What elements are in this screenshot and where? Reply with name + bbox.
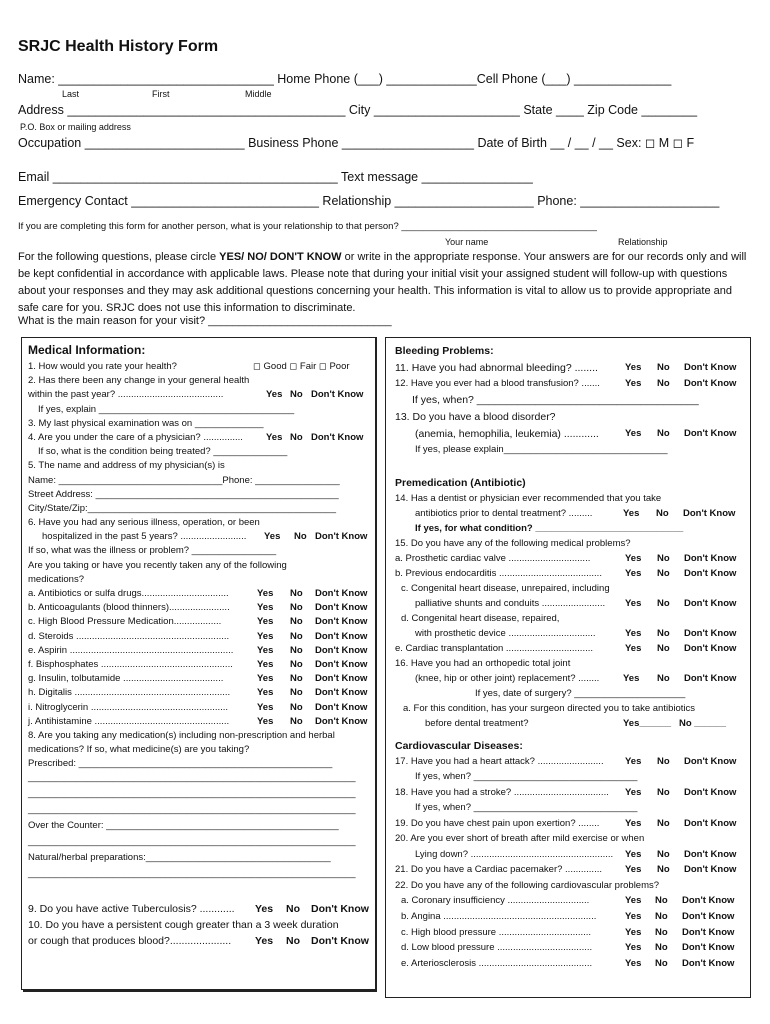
med-c-yes[interactable]: Yes xyxy=(257,616,274,628)
q16a-no[interactable]: No ______ xyxy=(679,718,727,729)
q19-text: 19. Do you have chest pain upon exertion? ........ xyxy=(395,818,600,829)
med-b-yes[interactable]: Yes xyxy=(257,602,274,614)
med-c-no[interactable]: No xyxy=(290,616,303,628)
q20-yes[interactable]: Yes xyxy=(625,849,642,860)
med-d-row xyxy=(28,630,373,644)
q6-text-b: hospitalized in the past 5 years? ......................... xyxy=(42,531,247,543)
med-c-dk[interactable]: Don't Know xyxy=(315,616,368,628)
q22c-row xyxy=(395,926,747,942)
med-g-dk[interactable]: Don't Know xyxy=(315,673,368,685)
q15b-dk[interactable]: Don't Know xyxy=(684,568,737,579)
q20-text: 20. Are you ever short of breath after mild exercise or when xyxy=(395,833,645,844)
q18-yes[interactable]: Yes xyxy=(625,787,642,798)
q22a-yes[interactable]: Yes xyxy=(625,895,642,906)
premed-heading: Premedication (Antibiotic) xyxy=(395,477,526,489)
q6-yes[interactable]: Yes xyxy=(264,531,281,543)
q16-text-b: (knee, hip or other joint) replacement? ........ xyxy=(415,673,600,684)
medical-info-heading: Medical Information: xyxy=(28,343,146,357)
med-e-yes[interactable]: Yes xyxy=(257,644,274,656)
q22d-dk[interactable]: Don't Know xyxy=(682,942,735,954)
q15-text: 15. Do you have any of the following medical problems? xyxy=(395,538,631,549)
med-d-yes[interactable]: Yes xyxy=(257,630,274,642)
intro-paragraph: For the following questions, please circle YES/ NO/ DON'T KNOW or write in the appropriate response. Your answers are for our records only and will be kept confidential in accordance with applicable laws. Please note that during your initial visit your assigned student will follow-up with questions about your responses and they may ask additional questions concerning your health. This information is vital to allow us to provide appropriate and safe care for you. SRJC does not use this information to discriminate. xyxy=(18,251,747,314)
q22c-dk[interactable]: Don't Know xyxy=(682,926,735,938)
q22a-dk[interactable]: Don't Know xyxy=(682,895,735,906)
q22e-no[interactable]: No xyxy=(655,958,668,970)
form-title: SRJC Health History Form xyxy=(18,38,219,55)
med-h-row xyxy=(28,686,373,700)
q22b-text: b. Angina .......................................................... xyxy=(401,910,597,922)
q12-yes[interactable]: Yes xyxy=(625,378,642,389)
med-i-row xyxy=(28,701,373,715)
q18-dk[interactable]: Don't Know xyxy=(684,787,737,798)
tb-section xyxy=(28,901,373,949)
q19-yes[interactable]: Yes xyxy=(625,818,642,829)
q15c-yes[interactable]: Yes xyxy=(625,598,642,609)
q22b-yes[interactable]: Yes xyxy=(625,910,642,922)
med-e-no[interactable]: No xyxy=(290,644,303,656)
q8-text: 8. Are you taking any medication(s) including non-prescription and herbal xyxy=(28,729,335,741)
med-h-text: h. Digitalis ........................................................... xyxy=(28,687,231,699)
q18-text: 18. Have you had a stroke? .................................... xyxy=(395,787,609,798)
q16a-text-b: before dental treatment? xyxy=(425,718,529,729)
q13-yes[interactable]: Yes xyxy=(625,428,642,439)
q18-no[interactable]: No xyxy=(657,787,670,798)
med-j-yes[interactable]: Yes xyxy=(257,715,274,727)
med-g-row xyxy=(28,672,373,686)
q7-text-b: medications? xyxy=(28,573,84,585)
q17-no[interactable]: No xyxy=(657,756,670,767)
q22d-no[interactable]: No xyxy=(655,942,668,954)
q16-date[interactable]: If yes, date of surgery? _____________________ xyxy=(475,688,686,699)
med-h-yes[interactable]: Yes xyxy=(257,687,274,699)
relationship-sub-rel: Relationship xyxy=(618,237,668,247)
name-sub-first: First xyxy=(152,89,170,99)
q2-yes[interactable]: Yes xyxy=(266,389,283,401)
q11-no[interactable]: No xyxy=(657,362,670,373)
q18-when[interactable]: If yes, when? _______________________________ xyxy=(415,802,638,813)
med-b-dk[interactable]: Don't Know xyxy=(315,602,368,614)
q16a-yes[interactable]: Yes______ xyxy=(623,718,672,729)
occupation-line[interactable]: Occupation _______________________ Business Phone ___________________ Date of Birth __ / __ / __ Sex: ◻ M ◻ F xyxy=(18,136,695,150)
q15e-no[interactable]: No xyxy=(657,643,670,654)
med-b-no[interactable]: No xyxy=(290,602,303,614)
med-i-yes[interactable]: Yes xyxy=(257,701,274,713)
med-e-text: e. Aspirin .............................................................. xyxy=(28,644,234,656)
q17-when[interactable]: If yes, when? _______________________________ xyxy=(415,771,638,782)
q15e-dk[interactable]: Don't Know xyxy=(684,643,737,654)
q4-text: 4. Are you under the care of a physician? ............... xyxy=(28,431,243,443)
med-h-no[interactable]: No xyxy=(290,687,303,699)
q21-no[interactable]: No xyxy=(657,864,670,875)
q22b-dk[interactable]: Don't Know xyxy=(682,910,735,922)
med-b-text: b. Anticoagulants (blood thinners)....................... xyxy=(28,602,230,614)
med-c-row xyxy=(28,615,373,629)
q14-condition[interactable]: If yes, for what condition? ____________________________ xyxy=(415,523,684,534)
med-h-dk[interactable]: Don't Know xyxy=(315,687,368,699)
bleeding-heading: Bleeding Problems: xyxy=(395,345,494,357)
q16a-text: a. For this condition, has your surgeon directed you to take antibiotics xyxy=(403,703,696,714)
q22b-row xyxy=(395,910,747,926)
cardio-section xyxy=(395,739,747,973)
q2-explain[interactable]: If yes, explain _____________________________________ xyxy=(38,403,295,415)
q14-text: 14. Has a dentist or physician ever recommended that you take xyxy=(395,493,662,504)
q20-dk[interactable]: Don't Know xyxy=(684,849,737,860)
medical-info-section xyxy=(28,343,373,883)
q22e-text: e. Arteriosclerosis ........................................... xyxy=(401,958,593,970)
q4-condition[interactable]: If so, what is the condition being treated? ______________ xyxy=(38,446,288,458)
q22e-yes[interactable]: Yes xyxy=(625,958,642,970)
q22d-row xyxy=(395,941,747,957)
q13-text-b: (anemia, hemophilia, leukemia) ............ xyxy=(415,428,599,440)
q1-options[interactable]: ◻ Good ◻ Fair ◻ Poor xyxy=(253,361,350,372)
q13-no[interactable]: No xyxy=(657,428,670,439)
q22d-text: d. Low blood pressure .................................... xyxy=(401,942,593,954)
q16-yes[interactable]: Yes xyxy=(623,673,640,684)
q13-text: 13. Do you have a blood disorder? xyxy=(395,411,556,423)
q8-text-b: medications? If so, what medicine(s) are you taking? xyxy=(28,744,250,756)
q11-text: 11. Have you had abnormal bleeding? ........ xyxy=(395,362,598,374)
cardio-problems-list xyxy=(395,894,747,973)
q15b-yes[interactable]: Yes xyxy=(625,568,642,579)
q12-when[interactable]: If yes, when? ______________________________________ xyxy=(412,394,699,406)
q15d-dk[interactable]: Don't Know xyxy=(684,628,737,639)
q5-city[interactable]: City/State/Zip:_______________________________________________ xyxy=(28,502,336,514)
q20-no[interactable]: No xyxy=(657,849,670,860)
med-g-yes[interactable]: Yes xyxy=(257,673,274,685)
q10-dk[interactable]: Don't Know xyxy=(311,935,369,947)
q15b-no[interactable]: No xyxy=(657,568,670,579)
q6-text: 6. Have you had any serious illness, operation, or been xyxy=(28,517,260,529)
q22c-no[interactable]: No xyxy=(655,926,668,938)
relationship-line[interactable]: If you are completing this form for another person, what is your relationship to that person? _____________________________________ xyxy=(18,221,597,232)
q6-illness[interactable]: If so, what was the illness or problem? ________________ xyxy=(28,545,277,557)
med-j-text: j. Antihistamine ................................................... xyxy=(28,715,230,727)
q15c-no[interactable]: No xyxy=(657,598,670,609)
name-sub-last: Last xyxy=(62,89,80,99)
q2-text-b: within the past year? ........................................ xyxy=(28,389,224,401)
q16-text: 16. Have you had an orthopedic total joint xyxy=(395,658,571,669)
premed-section xyxy=(395,476,747,732)
q15e-text: e. Cardiac transplantation ................................. xyxy=(395,643,593,654)
q12-dk[interactable]: Don't Know xyxy=(684,378,737,389)
blank-line[interactable]: ______________________________________________________________ xyxy=(28,868,356,880)
otc-line[interactable]: Over the Counter: ____________________________________________ xyxy=(28,820,339,832)
q9-no[interactable]: No xyxy=(286,903,300,915)
q7-text: Are you taking or have you recently taken any of the following xyxy=(28,559,287,571)
med-a-yes[interactable]: Yes xyxy=(257,588,274,599)
q5-name[interactable]: Name: _______________________________Phone: ________________ xyxy=(28,474,340,486)
med-i-no[interactable]: No xyxy=(290,701,303,713)
med-b-row xyxy=(28,601,373,615)
med-d-text: d. Steroids .......................................................... xyxy=(28,630,230,642)
relationship-sub-name: Your name xyxy=(445,237,489,247)
q22c-yes[interactable]: Yes xyxy=(625,926,642,938)
q10-yes[interactable]: Yes xyxy=(255,935,274,947)
q22-text: 22. Do you have any of the following cardiovascular problems? xyxy=(395,880,660,891)
prescribed-line[interactable]: Prescribed: ________________________________________________ xyxy=(28,758,333,770)
q15d-yes[interactable]: Yes xyxy=(625,628,642,639)
name-line[interactable]: Name: _______________________________ Home Phone (___) _____________Cell Phone (___) ______________ xyxy=(18,72,672,86)
q19-no[interactable]: No xyxy=(657,818,670,829)
emergency-contact-line[interactable]: Emergency Contact ___________________________ Relationship ____________________ Phone: ____________________ xyxy=(18,194,720,208)
q5-text: 5. The name and address of my physician(s) is xyxy=(28,460,225,472)
med-a-text: a. Antibiotics or sulfa drugs................................. xyxy=(28,588,229,599)
med-i-dk[interactable]: Don't Know xyxy=(315,701,368,713)
q1-text: 1. How would you rate your health? xyxy=(28,361,177,372)
q17-text: 17. Have you had a heart attack? ......................... xyxy=(395,756,604,767)
q12-text: 12. Have you ever had a blood transfusion? ....... xyxy=(395,378,600,389)
q3-text[interactable]: 3. My last physical examination was on _____________ xyxy=(28,417,264,429)
q14-text-b: antibiotics prior to dental treatment? ......... xyxy=(415,508,593,519)
q15a-yes[interactable]: Yes xyxy=(625,553,642,564)
q14-no[interactable]: No xyxy=(656,508,669,519)
q9-dk[interactable]: Don't Know xyxy=(311,903,369,915)
q9-text: 9. Do you have active Tuberculosis? ............ xyxy=(28,903,235,915)
q10-no[interactable]: No xyxy=(286,935,300,947)
med-j-row xyxy=(28,715,373,729)
q16-no[interactable]: No xyxy=(657,673,670,684)
blank-line[interactable]: ______________________________________________________________ xyxy=(28,804,356,816)
med-f-row xyxy=(28,658,373,672)
med-g-text: g. Insulin, tolbutamide ...................................... xyxy=(28,673,224,685)
blank-line[interactable]: ______________________________________________________________ xyxy=(28,836,356,848)
q17-yes[interactable]: Yes xyxy=(625,756,642,767)
q15a-no[interactable]: No xyxy=(657,553,670,564)
med-f-dk[interactable]: Don't Know xyxy=(315,658,368,670)
q15a-dk[interactable]: Don't Know xyxy=(684,553,737,564)
med-i-text: i. Nitroglycerin .................................................... xyxy=(28,701,229,713)
q20-text-b: Lying down? ...................................................... xyxy=(415,849,614,860)
q2-dk[interactable]: Don't Know xyxy=(311,389,364,401)
q14-dk[interactable]: Don't Know xyxy=(683,508,736,519)
q15c-dk[interactable]: Don't Know xyxy=(684,598,737,609)
q9-yes[interactable]: Yes xyxy=(255,903,274,915)
q22d-yes[interactable]: Yes xyxy=(625,942,642,954)
q15a-text: a. Prosthetic cardiac valve ............................... xyxy=(395,553,591,564)
q22a-text: a. Coronary insufficiency ............................... xyxy=(401,895,590,906)
q2-text: 2. Has there been any change in your general health xyxy=(28,375,250,387)
q19-dk[interactable]: Don't Know xyxy=(684,818,737,829)
q6-dk[interactable]: Don't Know xyxy=(315,531,368,543)
q14-yes[interactable]: Yes xyxy=(623,508,640,519)
medications-list xyxy=(28,587,373,729)
blank-line[interactable]: ______________________________________________________________ xyxy=(28,772,356,784)
med-d-no[interactable]: No xyxy=(290,630,303,642)
med-a-no[interactable]: No xyxy=(290,588,303,599)
q4-no[interactable]: No xyxy=(290,431,303,443)
q15d-no[interactable]: No xyxy=(657,628,670,639)
med-g-no[interactable]: No xyxy=(290,673,303,685)
q2-no[interactable]: No xyxy=(290,389,303,401)
q15c-text: c. Congenital heart disease, unrepaired, including xyxy=(401,583,610,594)
med-f-yes[interactable]: Yes xyxy=(257,658,274,670)
q15d-text: d. Congenital heart disease, repaired, xyxy=(401,613,560,624)
blank-line[interactable]: ______________________________________________________________ xyxy=(28,788,356,800)
email-line[interactable]: Email _________________________________________ Text message ________________ xyxy=(18,170,533,184)
q5-street[interactable]: Street Address: ______________________________________________ xyxy=(28,488,339,500)
name-sub-middle: Middle xyxy=(245,89,272,99)
med-f-no[interactable]: No xyxy=(290,658,303,670)
address-line[interactable]: Address ________________________________________ City _____________________ State ____ Zip Code ________ xyxy=(18,103,698,117)
q21-text: 21. Do you have a Cardiac pacemaker? .............. xyxy=(395,864,602,875)
q11-dk[interactable]: Don't Know xyxy=(684,362,737,373)
q10-text-b: or cough that produces blood?..................... xyxy=(28,935,232,947)
q15b-text: b. Previous endocarditis ....................................... xyxy=(395,568,602,579)
q4-yes[interactable]: Yes xyxy=(266,431,283,443)
q6-no[interactable]: No xyxy=(294,531,307,543)
med-j-dk[interactable]: Don't Know xyxy=(315,715,368,727)
q13-dk[interactable]: Don't Know xyxy=(684,428,737,439)
med-j-no[interactable]: No xyxy=(290,715,303,727)
q22a-no[interactable]: No xyxy=(655,895,668,906)
q21-dk[interactable]: Don't Know xyxy=(684,864,737,875)
med-f-text: f. Bisphosphates .................................................. xyxy=(28,658,233,670)
med-a-dk[interactable]: Don't Know xyxy=(315,588,368,599)
med-e-dk[interactable]: Don't Know xyxy=(315,644,368,656)
q22a-row xyxy=(395,894,747,910)
q22c-text: c. High blood pressure ................................... xyxy=(401,926,592,938)
q17-dk[interactable]: Don't Know xyxy=(684,756,737,767)
q10-text: 10. Do you have a persistent cough greater than a 3 week duration xyxy=(28,919,339,931)
q12-no[interactable]: No xyxy=(657,378,670,389)
herbal-line[interactable]: Natural/herbal preparations:___________________________________ xyxy=(28,852,331,864)
med-e-row xyxy=(28,644,373,658)
q15c-text-b: palliative shunts and conduits ........................ xyxy=(415,598,606,609)
address-sub: P.O. Box or mailing address xyxy=(20,122,131,132)
med-a-row xyxy=(28,587,373,601)
q15e-yes[interactable]: Yes xyxy=(625,643,642,654)
q21-yes[interactable]: Yes xyxy=(625,864,642,875)
q15d-text-b: with prosthetic device ................................. xyxy=(415,628,596,639)
q11-yes[interactable]: Yes xyxy=(625,362,642,373)
q4-dk[interactable]: Don't Know xyxy=(311,431,364,443)
q22e-dk[interactable]: Don't Know xyxy=(682,958,735,970)
q22e-row xyxy=(395,957,747,973)
med-c-text: c. High Blood Pressure Medication.................. xyxy=(28,616,222,628)
q13-explain[interactable]: If yes, please explain_______________________________ xyxy=(415,444,668,455)
bleeding-section xyxy=(395,344,747,459)
q16-dk[interactable]: Don't Know xyxy=(684,673,737,684)
cardio-heading: Cardiovascular Diseases: xyxy=(395,740,523,752)
med-d-dk[interactable]: Don't Know xyxy=(315,630,368,642)
q22b-no[interactable]: No xyxy=(655,910,668,922)
main-reason-line[interactable]: What is the main reason for your visit? ______________________________ xyxy=(18,315,392,327)
